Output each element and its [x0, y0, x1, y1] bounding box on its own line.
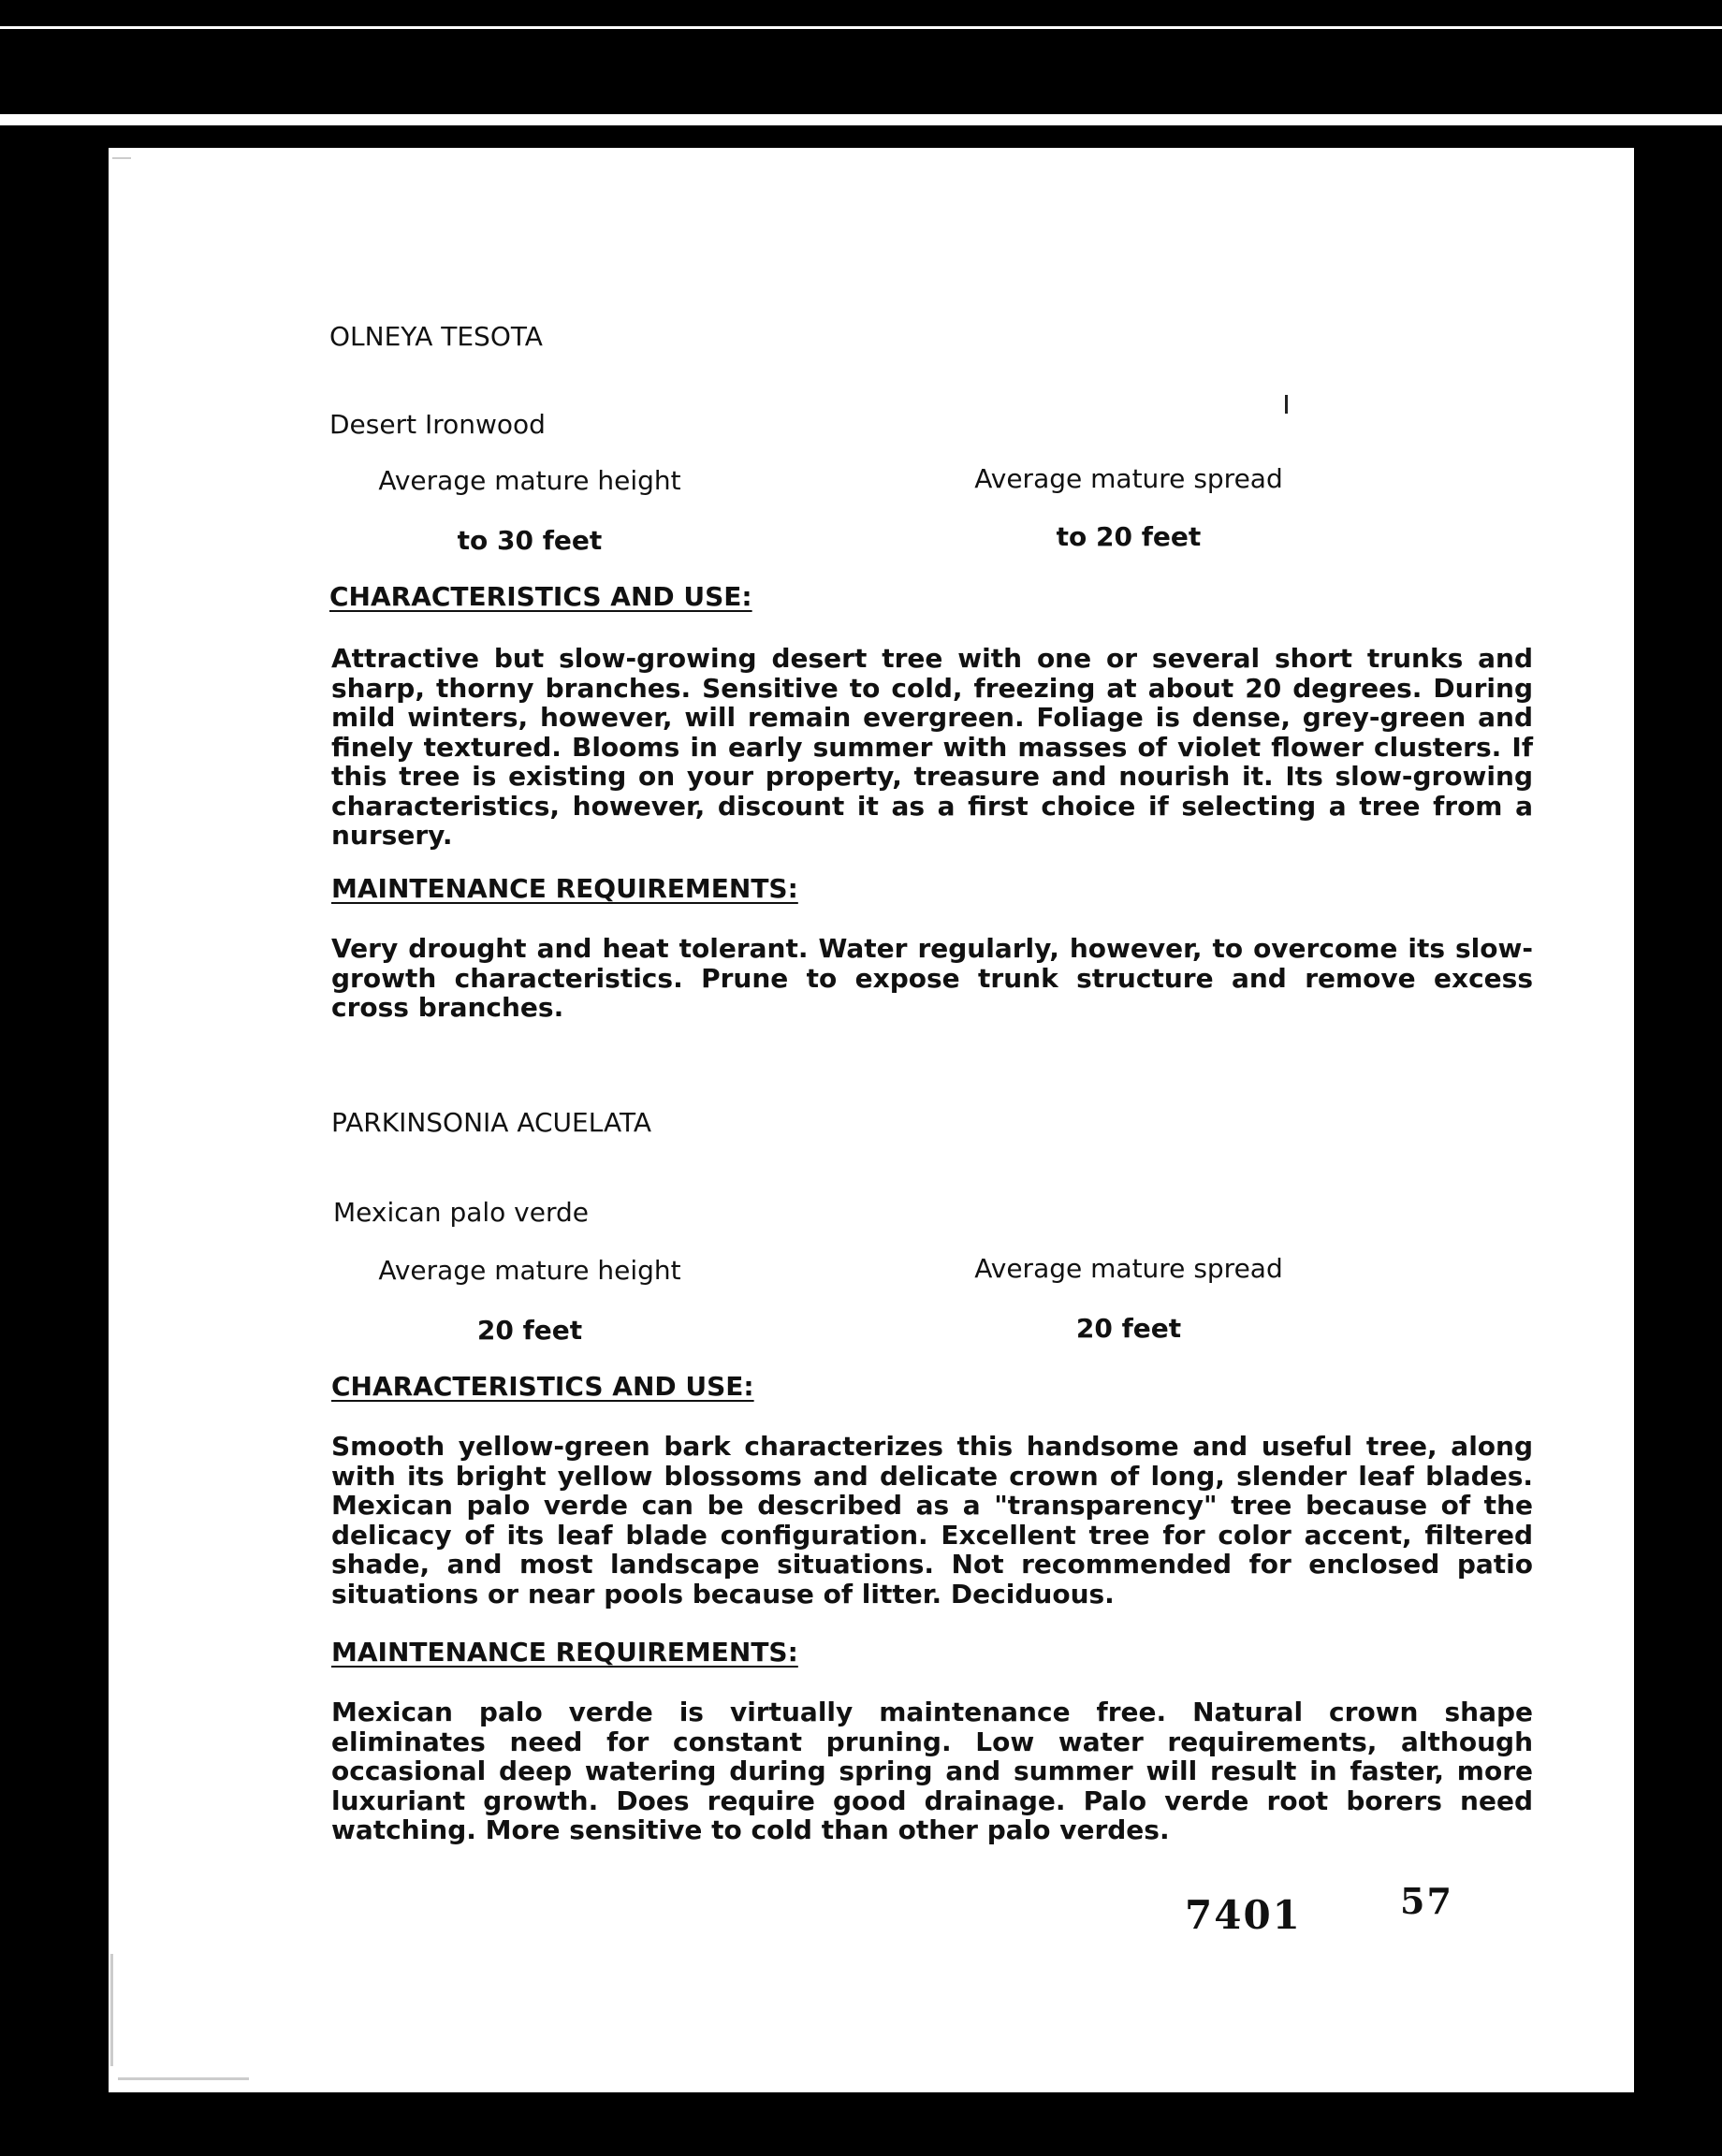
scan-speck: [1285, 395, 1288, 414]
common-name: Desert Ironwood: [329, 409, 546, 440]
maintenance-heading: MAINTENANCE REQUIREMENTS:: [331, 1637, 798, 1668]
height-label: Average mature height: [378, 1255, 681, 1286]
characteristics-text: Attractive but slow-growing desert tree with one or several short trunks and sharp, thorny branches. Sensitive to cold, freezing at about 20 degrees. During mild winters, however, will remain evergreen. Foliage is dense, grey-green and finely textured. Blooms in early summer with masses of violet flower clusters. If this tree is existing on your property, treasure and nourish it. Its slow-growing characteristics, however, discount it as a first choice if selecting a tree from a nursery.: [331, 643, 1533, 851]
scan-border-line: [0, 26, 1722, 29]
spread-value: 20 feet: [1075, 1313, 1182, 1344]
height-label: Average mature height: [378, 465, 681, 496]
height-value: 20 feet: [476, 1315, 583, 1346]
scan-border-line: [0, 114, 1722, 125]
botanical-name: OLNEYA TESOTA: [329, 321, 543, 352]
characteristics-heading: CHARACTERISTICS AND USE:: [329, 581, 752, 612]
spread-value: to 20 feet: [1056, 521, 1202, 552]
characteristics-text: Smooth yellow-green bark characterizes this handsome and useful tree, along with its bright yellow blossoms and delicate crown of long, slender leaf blades. Mexican palo verde can be described as a "transparency" tree because of the delicacy of its leaf blade configuration. Excellent tree for color accent, filtered shade, and most landscape situations. Not recommended for enclosed patio situations or near pools because of litter. Deciduous.: [331, 1431, 1533, 1610]
maintenance-text: Very drought and heat tolerant. Water regularly, however, to overcome its slow-growth characteristics. Prune to expose trunk structure and remove excess cross branches.: [331, 933, 1533, 1023]
maintenance-heading: MAINTENANCE REQUIREMENTS:: [331, 873, 798, 904]
spread-label: Average mature spread: [974, 463, 1283, 494]
botanical-name: PARKINSONIA ACUELATA: [331, 1107, 652, 1138]
characteristics-heading: CHARACTERISTICS AND USE:: [331, 1371, 754, 1402]
document-page: [109, 148, 1634, 2092]
document-number: 7401: [1185, 1892, 1302, 1938]
scan-speck: [112, 157, 131, 159]
spread-label: Average mature spread: [974, 1253, 1283, 1284]
height-value: to 30 feet: [457, 525, 603, 556]
page-number: 57: [1400, 1880, 1453, 1922]
scan-speck: [118, 2077, 249, 2080]
scan-speck: [110, 1954, 113, 2066]
maintenance-text: Mexican palo verde is virtually maintenance free. Natural crown shape eliminates need for constant pruning. Low water requirements, although occasional deep watering during spring and summer will result in faster, more luxuriant growth. Does require good drainage. Palo verde root borers need watching. More sensitive to cold than other palo verdes.: [331, 1697, 1533, 1845]
common-name: Mexican palo verde: [333, 1197, 589, 1228]
